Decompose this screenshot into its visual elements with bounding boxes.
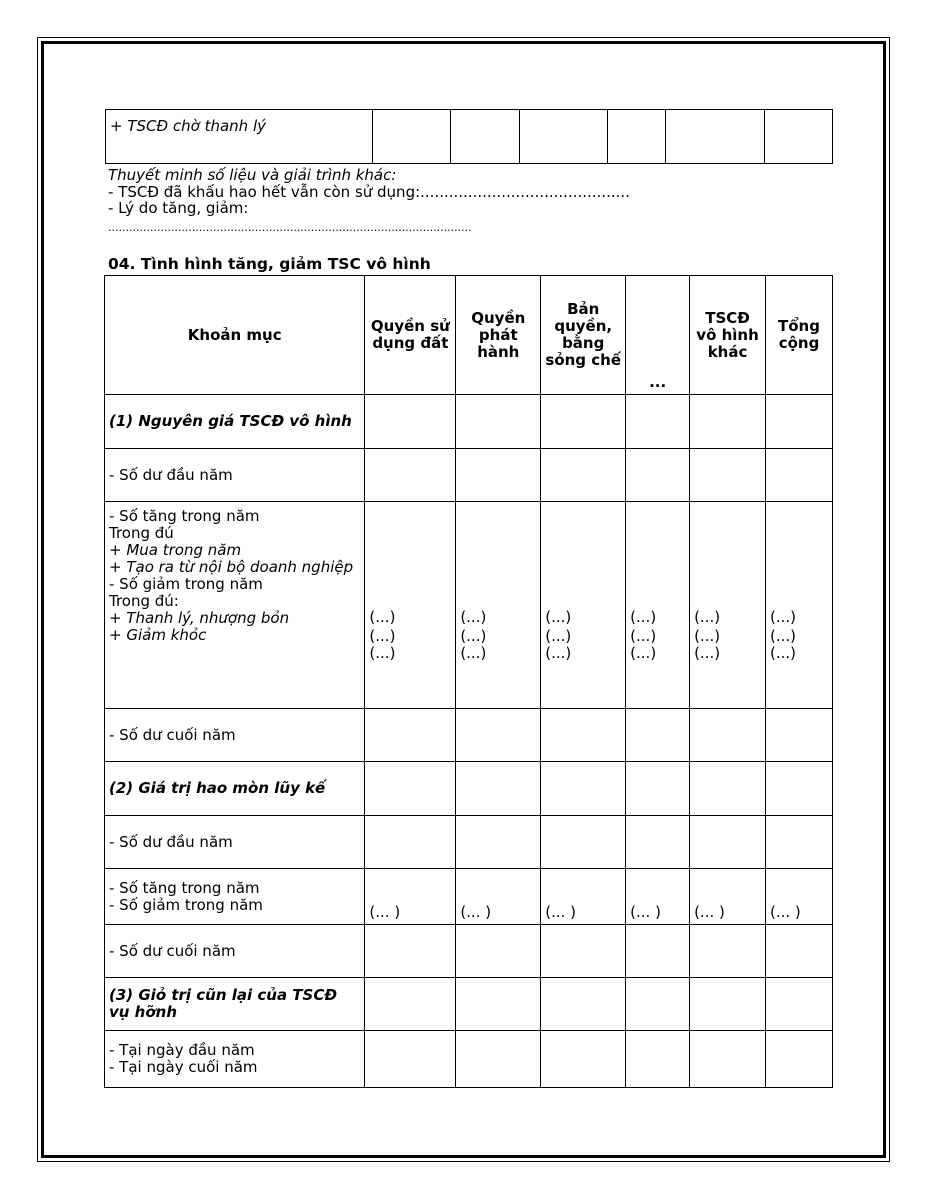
header-quyen-phat-hanh: Quyền phát hành bbox=[456, 276, 541, 395]
line: - Số tăng trong năm bbox=[109, 878, 260, 897]
intangible-assets-table bbox=[104, 275, 833, 1088]
table-row bbox=[105, 449, 833, 502]
table-row bbox=[105, 869, 833, 925]
top-table bbox=[105, 109, 833, 164]
paren-cell: (...) (...) (...) bbox=[690, 502, 766, 709]
cell bbox=[519, 110, 607, 164]
line: - Tại ngày đầu năm bbox=[109, 1041, 255, 1059]
cell bbox=[764, 110, 832, 164]
line: Trong đú: bbox=[109, 592, 179, 610]
row-label: - Số dư đầu năm bbox=[105, 449, 365, 502]
paren-cell: (... ) bbox=[541, 869, 626, 925]
paren-cell: (...) (...) (...) bbox=[456, 502, 541, 709]
row-label: - Số dư đầu năm bbox=[105, 816, 365, 869]
table-row bbox=[105, 816, 833, 869]
header-ellipsis: ... bbox=[626, 276, 690, 395]
notes-heading: Thuyết minh số liệu và giải trình khác: bbox=[108, 166, 397, 184]
paren-cell: (...) (...) (...) bbox=[541, 502, 626, 709]
table-row bbox=[105, 709, 833, 762]
paren-cell: (...) (...) (...) bbox=[626, 502, 690, 709]
paren-cell: (... ) bbox=[626, 869, 690, 925]
notes-line-1: - TSCĐ đã khấu hao hết vẫn còn sử dụng:............................................ bbox=[108, 182, 630, 201]
row-label: (3) Giỏ trị cũn lại của TSCĐ vụ hỡnh bbox=[105, 978, 365, 1031]
notes bbox=[108, 167, 808, 239]
cell bbox=[372, 110, 450, 164]
section-title: 04. Tình hình tăng, giảm TSC vô hình bbox=[108, 255, 431, 273]
line: - Tại ngày cuối năm bbox=[109, 1058, 258, 1076]
row-label: - Số dư cuối năm bbox=[105, 925, 365, 978]
row-label: (1) Nguyên giá TSCĐ vô hình bbox=[105, 395, 365, 449]
row-tscd-cho-thanh-ly: + TSCĐ chờ thanh lý bbox=[106, 110, 373, 164]
row-label: - Số dư cuối năm bbox=[105, 709, 365, 762]
row-label-multiline bbox=[105, 1031, 365, 1088]
header-khoan-muc: Khoản mục bbox=[105, 276, 365, 395]
notes-dots: ........................................................................................................ bbox=[108, 220, 472, 234]
line: - Số tăng trong năm bbox=[109, 507, 260, 525]
row-label: (2) Giá trị hao mòn lũy kế bbox=[105, 762, 365, 816]
table-row bbox=[105, 925, 833, 978]
table-row bbox=[105, 395, 833, 449]
line: + Mua trong năm bbox=[109, 541, 242, 559]
header-tong-cong: Tổng cộng bbox=[766, 276, 833, 395]
paren-cell: (... ) bbox=[690, 869, 766, 925]
table-row bbox=[105, 978, 833, 1031]
header-ban-quyen: Bản quyền, bằng sỏng chế bbox=[541, 276, 626, 395]
paren-cell: (...) (...) (...) bbox=[766, 502, 833, 709]
paren-cell: (... ) bbox=[766, 869, 833, 925]
line: - Số giảm trong năm bbox=[109, 895, 263, 914]
cell bbox=[451, 110, 519, 164]
table-row bbox=[105, 502, 833, 709]
line: + Thanh lý, nhượng bỏn bbox=[109, 609, 290, 627]
paren-cell: (... ) bbox=[456, 869, 541, 925]
line: Trong đú bbox=[109, 524, 174, 542]
cell bbox=[666, 110, 764, 164]
cell bbox=[607, 110, 666, 164]
line: + Giảm khỏc bbox=[109, 626, 207, 644]
paren-cell: (... ) bbox=[365, 869, 456, 925]
table-row bbox=[105, 762, 833, 816]
table-row bbox=[105, 1031, 833, 1088]
line: + Tạo ra từ nội bộ doanh nghiệp bbox=[109, 558, 354, 576]
paren-cell: (...) (...) (...) bbox=[365, 502, 456, 709]
row-label-multiline bbox=[105, 502, 365, 709]
row-label-multiline bbox=[105, 869, 365, 925]
line: - Số giảm trong năm bbox=[109, 575, 263, 593]
header-row bbox=[105, 276, 833, 395]
notes-line-2: - Lý do tăng, giảm: bbox=[108, 199, 249, 217]
header-quyen-su-dung-dat: Quyền sử dụng đất bbox=[365, 276, 456, 395]
header-tscd-vo-hinh-khac: TSCĐ vô hình khác bbox=[690, 276, 766, 395]
